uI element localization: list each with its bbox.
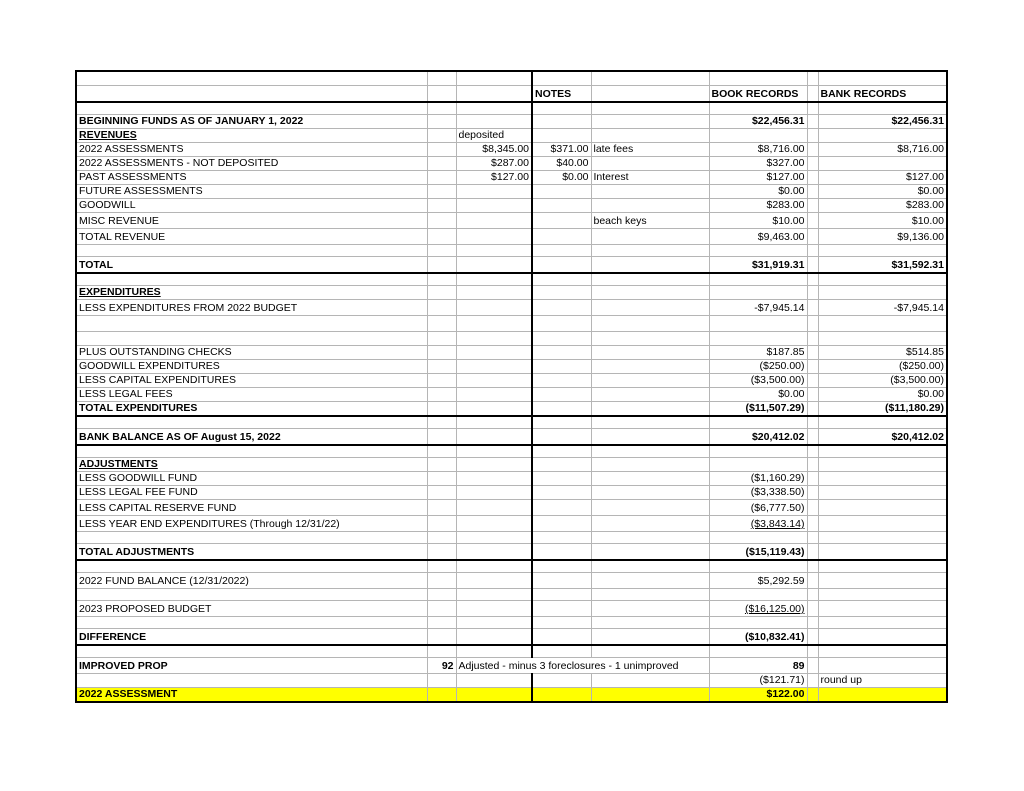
adjustments-heading-row	[76, 458, 947, 472]
revenue-book: $8,716.00	[709, 143, 807, 157]
notes-header: NOTES	[532, 86, 591, 103]
improved-prop-note: Adjusted - minus 3 foreclosures - 1 unimproved	[456, 658, 709, 674]
per-unit-book: ($121.71)	[709, 674, 807, 688]
adjustment-book: ($3,843.14)	[709, 516, 807, 532]
expenditure-book: $0.00	[709, 388, 807, 402]
improved-prop-label: IMPROVED PROP	[76, 658, 427, 674]
beginning-funds-row	[76, 115, 947, 129]
total-expenditures-book: ($11,507.29)	[709, 402, 807, 417]
expenditure-row	[76, 346, 947, 360]
revenue-bank: $10.00	[818, 213, 947, 229]
revenue-label: GOODWILL	[76, 199, 427, 213]
revenue-note-amount	[532, 229, 591, 245]
revenue-deposited: $8,345.00	[456, 143, 532, 157]
book-records-header: BOOK RECORDS	[709, 86, 807, 103]
total-adjustments-book: ($15,119.43)	[709, 544, 807, 561]
adjustment-label: LESS GOODWILL FUND	[76, 472, 427, 486]
beginning-book: $22,456.31	[709, 115, 807, 129]
revenue-note: Interest	[591, 171, 709, 185]
revenue-label: 2022 ASSESSMENTS - NOT DEPOSITED	[76, 157, 427, 171]
total-bank: $31,592.31	[818, 257, 947, 274]
adjustment-book: ($3,338.50)	[709, 486, 807, 500]
revenue-deposited	[456, 213, 532, 229]
total-expenditures-bank: ($11,180.29)	[818, 402, 947, 417]
revenue-row	[76, 171, 947, 185]
revenue-note: late fees	[591, 143, 709, 157]
revenue-note	[591, 199, 709, 213]
revenue-note-amount: $40.00	[532, 157, 591, 171]
revenue-note	[591, 229, 709, 245]
expenditure-label: LESS CAPITAL EXPENDITURES	[76, 374, 427, 388]
revenues-heading: REVENUES	[76, 129, 427, 143]
revenue-deposited: $127.00	[456, 171, 532, 185]
improved-prop-book: 89	[709, 658, 807, 674]
proposed-budget-row	[76, 601, 947, 617]
revenue-label: FUTURE ASSESSMENTS	[76, 185, 427, 199]
header-row	[76, 86, 947, 103]
adjustment-row	[76, 486, 947, 500]
revenue-deposited	[456, 185, 532, 199]
budget-table	[75, 70, 948, 703]
revenue-book: $327.00	[709, 157, 807, 171]
blank-row	[76, 71, 947, 86]
revenue-row	[76, 157, 947, 171]
revenue-book: $127.00	[709, 171, 807, 185]
revenue-deposited	[456, 199, 532, 213]
revenue-note	[591, 157, 709, 171]
expenditure-book: ($3,500.00)	[709, 374, 807, 388]
total-revenue-book: $9,463.00	[709, 229, 807, 245]
revenue-note	[591, 185, 709, 199]
expenditure-book: -$7,945.14	[709, 300, 807, 316]
expenditure-bank: ($250.00)	[818, 360, 947, 374]
bank-records-header: BANK RECORDS	[818, 86, 947, 103]
difference-label: DIFFERENCE	[76, 629, 427, 646]
total-row	[76, 257, 947, 274]
revenue-label: PAST ASSESSMENTS	[76, 171, 427, 185]
revenue-bank: $8,716.00	[818, 143, 947, 157]
expenditure-bank: ($3,500.00)	[818, 374, 947, 388]
adjustment-label: LESS LEGAL FEE FUND	[76, 486, 427, 500]
bank-balance-book: $20,412.02	[709, 429, 807, 446]
revenue-note-amount	[532, 213, 591, 229]
revenue-note-amount: $371.00	[532, 143, 591, 157]
revenue-note-amount: $0.00	[532, 171, 591, 185]
revenue-label: MISC REVENUE	[76, 213, 427, 229]
revenue-note: beach keys	[591, 213, 709, 229]
revenue-bank: $127.00	[818, 171, 947, 185]
fund-balance-row	[76, 573, 947, 589]
total-revenue-label: TOTAL REVENUE	[76, 229, 427, 245]
revenue-note-amount	[532, 199, 591, 213]
expenditure-row	[76, 388, 947, 402]
adjustment-row	[76, 516, 947, 532]
beginning-label: BEGINNING FUNDS AS OF JANUARY 1, 2022	[76, 115, 427, 129]
revenue-deposited	[456, 229, 532, 245]
adjustments-heading: ADJUSTMENTS	[76, 458, 427, 472]
expenditure-label: LESS LEGAL FEES	[76, 388, 427, 402]
total-expenditures-row	[76, 402, 947, 417]
revenues-heading-row	[76, 129, 947, 143]
total-revenue-row	[76, 229, 947, 245]
expenditure-row	[76, 300, 947, 316]
bank-balance-row	[76, 429, 947, 446]
adjustment-book: ($6,777.50)	[709, 500, 807, 516]
total-label: TOTAL	[76, 257, 427, 274]
revenue-deposited: $287.00	[456, 157, 532, 171]
revenue-row	[76, 185, 947, 199]
difference-book: ($10,832.41)	[709, 629, 807, 646]
per-unit-row	[76, 674, 947, 688]
revenue-row	[76, 199, 947, 213]
revenue-row	[76, 213, 947, 229]
total-expenditures-label: TOTAL EXPENDITURES	[76, 402, 427, 417]
adjustment-label: LESS YEAR END EXPENDITURES (Through 12/31/22)	[76, 516, 427, 532]
proposed-budget-book: ($16,125.00)	[709, 601, 807, 617]
expenditure-row	[76, 374, 947, 388]
total-adjustments-row	[76, 544, 947, 561]
revenue-bank: $283.00	[818, 199, 947, 213]
improved-prop-count: 92	[427, 658, 456, 674]
revenue-note-amount	[532, 185, 591, 199]
expenditure-bank: $0.00	[818, 388, 947, 402]
total-book: $31,919.31	[709, 257, 807, 274]
total-revenue-bank: $9,136.00	[818, 229, 947, 245]
beginning-bank: $22,456.31	[818, 115, 947, 129]
expenditure-bank: $514.85	[818, 346, 947, 360]
expenditure-label: PLUS OUTSTANDING CHECKS	[76, 346, 427, 360]
expenditures-heading: EXPENDITURES	[76, 286, 427, 300]
adjustment-label: LESS CAPITAL RESERVE FUND	[76, 500, 427, 516]
total-adjustments-label: TOTAL ADJUSTMENTS	[76, 544, 427, 561]
assessment-book: $122.00	[709, 688, 807, 703]
assessment-row	[76, 688, 947, 703]
adjustment-row	[76, 472, 947, 486]
spreadsheet	[75, 70, 946, 703]
expenditure-label: LESS EXPENDITURES FROM 2022 BUDGET	[76, 300, 427, 316]
bank-balance-bank: $20,412.02	[818, 429, 947, 446]
expenditure-label: GOODWILL EXPENDITURES	[76, 360, 427, 374]
improved-prop-row	[76, 658, 947, 674]
proposed-budget-label: 2023 PROPOSED BUDGET	[76, 601, 427, 617]
assessment-label: 2022 ASSESSMENT	[76, 688, 427, 703]
fund-balance-label: 2022 FUND BALANCE (12/31/2022)	[76, 573, 427, 589]
expenditure-book: $187.85	[709, 346, 807, 360]
round-up-note: round up	[818, 674, 947, 688]
revenue-label: 2022 ASSESSMENTS	[76, 143, 427, 157]
adjustment-book: ($1,160.29)	[709, 472, 807, 486]
revenue-row	[76, 143, 947, 157]
deposited-label: deposited	[456, 129, 532, 143]
revenue-book: $0.00	[709, 185, 807, 199]
expenditure-bank: -$7,945.14	[818, 300, 947, 316]
fund-balance-book: $5,292.59	[709, 573, 807, 589]
revenue-bank	[818, 157, 947, 171]
revenue-book: $283.00	[709, 199, 807, 213]
expenditures-heading-row	[76, 286, 947, 300]
expenditure-book: ($250.00)	[709, 360, 807, 374]
expenditure-row	[76, 360, 947, 374]
bank-balance-label: BANK BALANCE AS OF August 15, 2022	[76, 429, 427, 446]
adjustment-row	[76, 500, 947, 516]
difference-row	[76, 629, 947, 646]
revenue-bank: $0.00	[818, 185, 947, 199]
revenue-book: $10.00	[709, 213, 807, 229]
